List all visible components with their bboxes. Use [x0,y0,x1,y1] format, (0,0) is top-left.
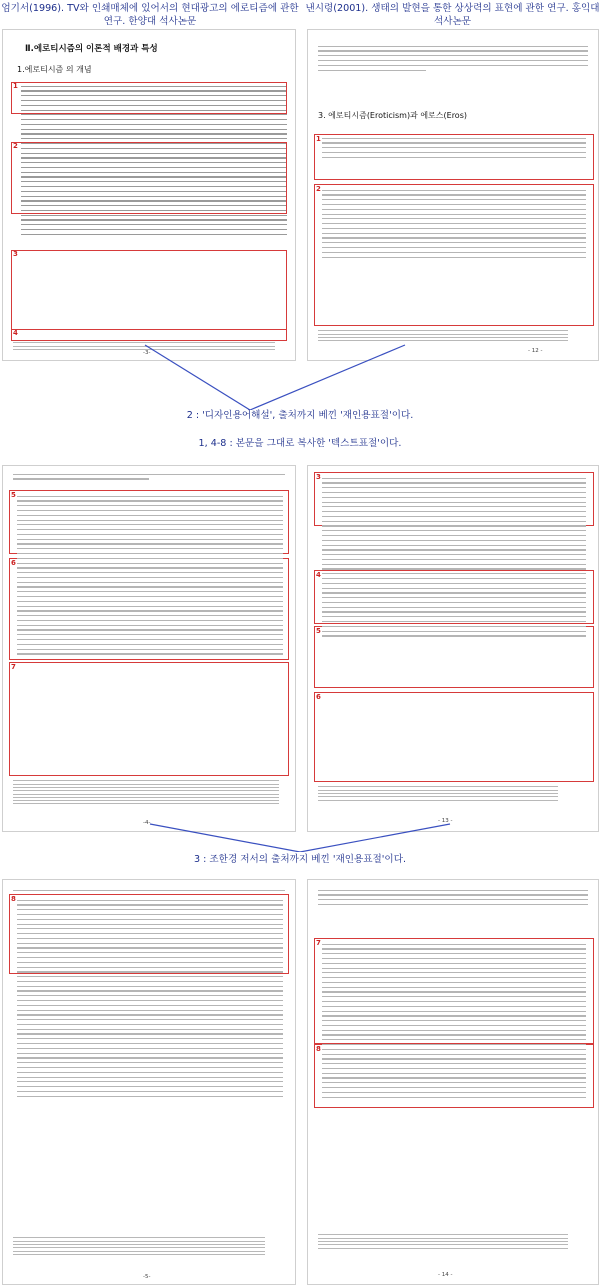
right-source-citation: 낸시령(2001). 생태의 발현을 통한 상상력의 표현에 관한 연구. 홍익대 석사논문 [305,3,600,27]
subsection-title: 1.에로티시즘 의 개념 [17,65,92,74]
box-number-4: 4 [13,329,18,337]
panel1-left-page [3,30,295,360]
caption-2: 2 : '디자인용어해설', 출처까지 베낀 '재인용표절'이다. [186,410,414,421]
box-number-6: 6 [11,559,16,567]
section-title: Ⅱ.에로티시즘의 이론적 배경과 특성 [25,44,158,54]
page-number: -3- [143,350,151,356]
panel3-left-page [3,880,295,1284]
arrow-left-to-caption [0,340,600,410]
subsection-title: 3. 에로티시즘(Eroticism)과 에로스(Eros) [318,111,467,120]
panel2-right-page [308,466,598,831]
panel2-left-page [3,466,295,831]
box-number-5: 5 [11,491,16,499]
page-number: - 12 - [528,348,543,354]
arrow-middle-to-caption [0,822,600,852]
footnotes [318,1232,568,1251]
page-number: - 14 - [438,1272,453,1278]
box-number-3: 3 [316,473,321,481]
page-number: -4- [143,820,151,826]
highlight-box-7 [9,662,289,776]
box-number-6: 6 [316,693,321,701]
left-source-citation: 엄기서(1996). TV와 인쇄매체에 있어서의 현대광고의 에로티즘에 관한 연구. 한양대 석사논문 [1,3,299,27]
box-number-1: 1 [316,135,321,143]
intro-text-block [318,42,588,74]
panel3-right-page [308,880,598,1284]
footnotes [13,778,279,807]
caption-1-4-8: 1, 4-8 : 본문을 그대로 복사한 '텍스트표절'이다. [198,438,402,449]
highlight-box-1 [11,82,287,114]
box-number-2: 2 [316,185,321,193]
box-number-8: 8 [11,895,16,903]
page-number: - 13 - [438,818,453,824]
box-number-7: 7 [316,939,321,947]
box-number-4: 4 [316,571,321,579]
highlight-box-2 [11,142,287,214]
highlight-box-6 [314,692,594,782]
box-number-8: 8 [316,1045,321,1053]
panel1-right-page [308,30,598,360]
highlight-box-3 [11,250,287,330]
right-column-header [305,0,600,28]
box-number-2: 2 [13,142,18,150]
caption-3: 3 : 조한경 저서의 출처까지 베낀 '재인용표절'이다. [193,854,407,865]
box-number-3: 3 [13,250,18,258]
page-number: -5- [143,1274,151,1280]
box-number-7: 7 [11,663,16,671]
box-number-5: 5 [316,627,321,635]
footnotes [13,1235,265,1257]
left-column-header [0,0,300,28]
footnotes [318,784,558,803]
box-number-1: 1 [13,82,18,90]
